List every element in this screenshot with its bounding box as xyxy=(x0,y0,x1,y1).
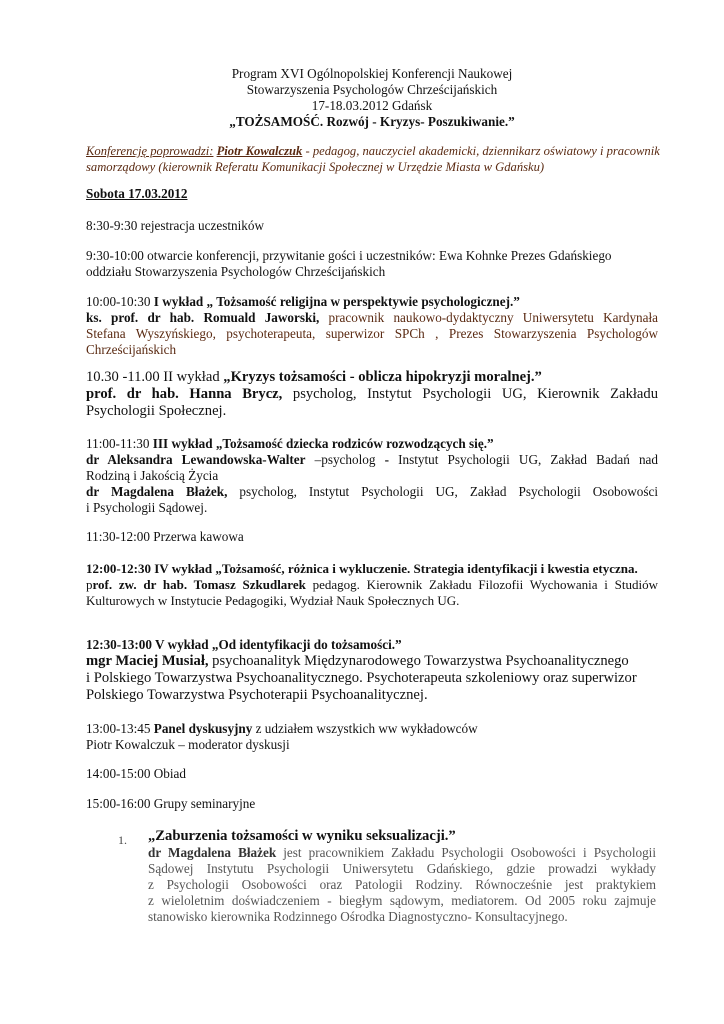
header-line-1: Program XVI Ogólnopolskiej Konferencji Naukowej xyxy=(231,66,513,81)
lecture-3-speaker-2-desc-2: i Psychologii Sądowej. xyxy=(86,500,208,515)
moderator-desc-1: - pedagog, nauczyciel akademicki, dziennikarz oświatowy i pracownik xyxy=(302,144,660,158)
lecture-3-speaker-2-desc: psycholog, Instytut Psychologii UG, Zakład Psychologii Osobowości xyxy=(227,484,658,499)
seminar-1-number: 1. xyxy=(118,833,127,847)
lecture-1 xyxy=(86,294,658,358)
day-title: Sobota 17.03.2012 xyxy=(86,186,188,201)
lecture-4-title: 12:00-12:30 IV wykład „Tożsamość, różnica i wykluczenie. Strategia identyfikacji i kwestia etyczna. xyxy=(86,561,638,576)
lecture-1-desc-3: Chrześcijańskich xyxy=(86,342,177,357)
lecture-3-time: 11:00-11:30 xyxy=(86,436,153,451)
lecture-3-speaker-1-dash: - xyxy=(384,452,389,467)
lecture-3-speaker-2: dr Magdalena Błażek, xyxy=(86,484,228,499)
opening-item xyxy=(86,248,658,280)
moderator-note xyxy=(86,143,658,175)
panel-desc: z udziałem wszystkich ww wykładowców xyxy=(252,721,478,736)
lecture-3-speaker-1: dr Aleksandra Lewandowska-Walter xyxy=(86,452,306,467)
opening-line-1: 9:30-10:00 otwarcie konferencji, przywitanie gości i uczestników: Ewa Kohnke Prezes Gdańskiego xyxy=(86,248,612,263)
lecture-4-desc-1: pedagog. Kierownik Zakładu Filozofii Wychowania i Studiów xyxy=(305,577,658,592)
lecture-3-speaker-1-desc: –psycholog xyxy=(305,452,385,467)
lecture-4-speaker-p: p xyxy=(86,577,93,592)
lecture-5-speaker: mgr Maciej Musiał, xyxy=(86,653,209,669)
lecture-1-time: 10:00-10:30 xyxy=(86,294,154,309)
moderator-desc-2: samorządowy (kierownik Referatu Komunikacji Społecznej w Urzędzie Miasta w Gdańsku) xyxy=(86,160,545,174)
header-line-2: Stowarzyszenia Psychologów Chrześcijańskich xyxy=(246,82,498,97)
opening-line-2: oddziału Stowarzyszenia Psychologów Chrześcijańskich xyxy=(86,264,386,279)
seminar-1-desc-2: Sądowej Instytutu Psychologii Uniwersytetu Gdańskiego, gdzie prowadzi wykłady xyxy=(148,861,656,876)
lecture-2-speaker: prof. dr hab. Hanna Brycz, xyxy=(86,386,283,402)
lecture-5-desc-3: Polskiego Towarzystwa Psychoterapii Psychoanalitycznej. xyxy=(86,687,428,703)
lunch-item: 14:00-15:00 Obiad xyxy=(86,766,186,781)
lecture-3-speaker-1-desc-2: Rodziną i Jakością Życia xyxy=(86,468,219,483)
lecture-3 xyxy=(86,436,658,516)
seminar-1-title: „Zaburzenia tożsamości w wyniku seksualizacji.” xyxy=(148,828,456,844)
lecture-1-desc-2b: , Prezes Stowarzyszenia Psychologów xyxy=(424,326,658,341)
header-line-3: 17-18.03.2012 Gdańsk xyxy=(311,98,433,113)
lecture-1-title: I wykład „ Tożsamość religijna w perspektywie psychologicznej.” xyxy=(153,294,520,309)
lecture-2-time: 10.30 -11.00 xyxy=(86,369,164,385)
seminar-1-desc-3: z Psychologii Osobowości oraz Patologii Rodziny. Równocześnie jest praktykiem xyxy=(148,877,656,892)
registration-item: 8:30-9:30 rejestracja uczestników xyxy=(86,218,264,233)
panel-item xyxy=(86,721,658,753)
lecture-2-number: II wykład xyxy=(163,369,224,385)
seminar-1-desc-5: stanowisko kierownika Rodzinnego Ośrodka Diagnostyczno- Konsultacyjnego. xyxy=(148,909,568,924)
panel-label: Panel dyskusyjny xyxy=(153,721,253,736)
lecture-4 xyxy=(86,561,658,609)
lecture-1-desc-1: pracownik naukowo-dydaktyczny Uniwersytetu Kardynała xyxy=(319,310,659,325)
seminar-1-desc-4: z wieloletnim doświadczeniem - biegłym sądowym, mediatorem. Od 2005 roku zajmuje xyxy=(148,893,656,908)
coffee-break-item: 11:30-12:00 Przerwa kawowa xyxy=(86,529,244,544)
panel-moderator: Piotr Kowalczuk – moderator dyskusji xyxy=(86,737,290,752)
lecture-2-title: „Kryzys tożsamości - oblicza hipokryzji moralnej.” xyxy=(223,369,542,385)
seminars-item: 15:00-16:00 Grupy seminaryjne xyxy=(86,796,256,811)
lecture-5-title: 12:30-13:00 V wykład „Od identyfikacji do tożsamości.” xyxy=(86,637,402,652)
lecture-2-desc-1: psycholog, Instytut Psychologii UG, Kierownik Zakładu xyxy=(282,386,658,402)
lecture-3-speaker-1-affil: Instytut Psychologii UG, Zakład Badań nad xyxy=(388,452,658,467)
lecture-4-desc-2: Kulturowych w Instytucie Pedagogiki, Wydział Nauk Społecznych UG. xyxy=(86,593,460,608)
lecture-1-desc-2a: Stefana Wyszyńskiego, psychoterapeuta, superwizor SPCh xyxy=(86,326,425,341)
moderator-label: Konferencję poprowadzi: xyxy=(86,144,214,158)
seminar-1-desc-1: jest pracownikiem Zakładu Psychologii Osobowości i Psychologii xyxy=(276,845,656,860)
lecture-1-speaker: ks. prof. dr hab. Romuald Jaworski, xyxy=(86,310,320,325)
seminar-1-speaker: dr Magdalena Błażek xyxy=(148,845,277,860)
panel-time: 13:00-13:45 xyxy=(86,721,154,736)
moderator-name: Piotr Kowalczuk xyxy=(216,144,303,158)
lecture-5 xyxy=(86,637,658,704)
lecture-5-desc-2: i Polskiego Towarzystwa Psychoanalitycznego. Psychoterapeuta szkoleniowy oraz superwizor xyxy=(86,670,637,686)
conference-title: „TOŻSAMOŚĆ. Rozwój - Kryzys- Poszukiwanie.” xyxy=(229,114,515,129)
lecture-2 xyxy=(86,369,658,420)
lecture-4-speaker: rof. zw. dr hab. Tomasz Szkudlarek xyxy=(92,577,306,592)
lecture-3-title: III wykład „Tożsamość dziecka rodziców rozwodzących się.” xyxy=(152,436,494,451)
lecture-2-desc-2: Psychologii Społecznej. xyxy=(86,403,227,419)
seminar-1 xyxy=(148,828,656,925)
program-header xyxy=(86,66,658,130)
lecture-5-desc-1: psychoanalityk Międzynarodowego Towarzystwa Psychoanalitycznego xyxy=(208,653,629,669)
